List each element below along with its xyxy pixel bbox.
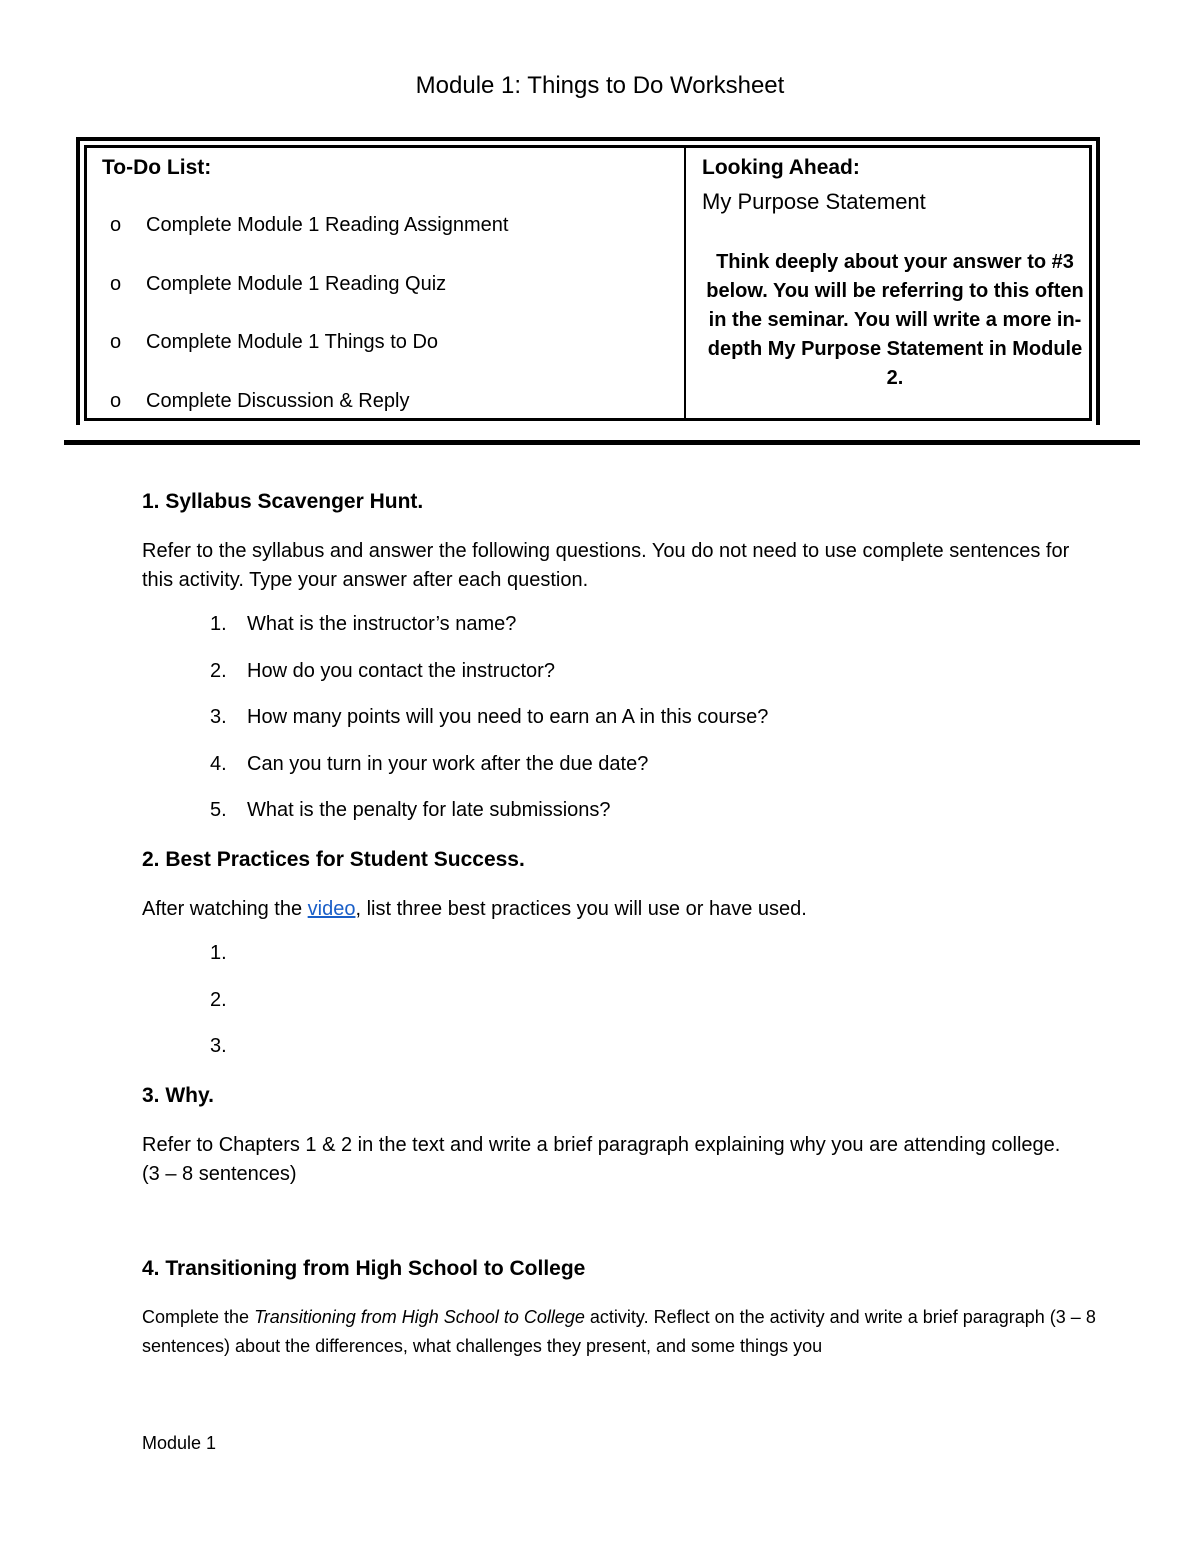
looking-ahead-title: Looking Ahead: <box>702 156 860 179</box>
question-text: How many points will you need to earn an A in this course? <box>247 706 769 728</box>
section3-heading: 3. Why. <box>142 1084 214 1107</box>
practice-item <box>210 942 247 989</box>
purpose-statement-subtitle: My Purpose Statement <box>702 189 926 214</box>
question-text: Can you turn in your work after the due date? <box>247 752 649 775</box>
section-divider <box>64 440 1140 445</box>
bullet-icon: o <box>110 389 122 412</box>
practice-item <box>210 989 247 1036</box>
question-text: How do you contact the instructor? <box>247 659 555 682</box>
section2-heading: 2. Best Practices for Student Success. <box>142 848 525 871</box>
practice-item <box>210 1035 247 1082</box>
todo-item <box>110 214 508 273</box>
looking-ahead-text: Think deeply about your answer to #3 below. You will be referring to this often in the seminar. You will write a more in-depth My Purpose Statement in Module 2. <box>706 251 1084 389</box>
question-number: 5. <box>210 799 227 821</box>
bullet-icon: o <box>110 214 122 236</box>
question-text: What is the penalty for late submissions? <box>247 799 611 821</box>
todo-item-text: Complete Module 1 Reading Assignment <box>146 214 509 236</box>
question-number: 2. <box>210 659 227 682</box>
question-item <box>210 706 768 753</box>
bullet-icon: o <box>110 331 122 353</box>
question-number: 4. <box>210 752 227 775</box>
page-title: Module 1: Things to Do Worksheet <box>415 72 785 99</box>
activity-title: Transitioning from High School to College <box>254 1307 585 1327</box>
question-item <box>210 613 768 660</box>
section3-text: Refer to Chapters 1 & 2 in the text and write a brief paragraph explaining why you are attending college. (3 – 8 sentences) <box>142 1134 1061 1185</box>
question-number: 3. <box>210 706 227 728</box>
practice-number: 1. <box>210 942 227 964</box>
todo-item <box>110 331 508 390</box>
section4-text-after: activity. Reflect on the activity and write a brief paragraph (3 – 8 sentences) about the differences, what challenges they present, and some things you <box>142 1307 1096 1356</box>
section2-intro-before: After watching the <box>142 898 308 920</box>
best-practices-list <box>210 942 247 1082</box>
section4-text <box>142 1303 1102 1361</box>
todo-item <box>110 273 508 332</box>
question-text: What is the instructor’s name? <box>247 613 517 635</box>
section4-heading: 4. Transitioning from High School to College <box>142 1257 586 1280</box>
todo-item-text: Complete Discussion & Reply <box>146 389 410 412</box>
question-number: 1. <box>210 613 227 635</box>
practice-number: 2. <box>210 988 227 1011</box>
section1-intro: Refer to the syllabus and answer the following questions. You do not need to use complete sentences for this activity. Type your answer after each question. <box>142 540 1070 591</box>
bullet-icon: o <box>110 272 122 295</box>
page-footer: Module 1 <box>142 1433 217 1453</box>
syllabus-questions <box>210 613 768 846</box>
todo-list <box>110 214 508 448</box>
todo-item-text: Complete Module 1 Things to Do <box>146 331 439 353</box>
section2-intro-after: , list three best practices you will use or have used. <box>355 898 807 920</box>
section1-heading: 1. Syllabus Scavenger Hunt. <box>142 490 424 513</box>
section4-text-before: Complete the <box>142 1307 255 1327</box>
section2-intro <box>142 895 1082 924</box>
practice-number: 3. <box>210 1035 227 1057</box>
todo-box-divider <box>684 145 686 421</box>
todo-list-title: To-Do List: <box>102 156 212 179</box>
todo-item-text: Complete Module 1 Reading Quiz <box>146 272 447 295</box>
question-item <box>210 799 768 846</box>
question-item <box>210 753 768 800</box>
video-link[interactable]: video <box>307 898 356 920</box>
question-item <box>210 660 768 707</box>
